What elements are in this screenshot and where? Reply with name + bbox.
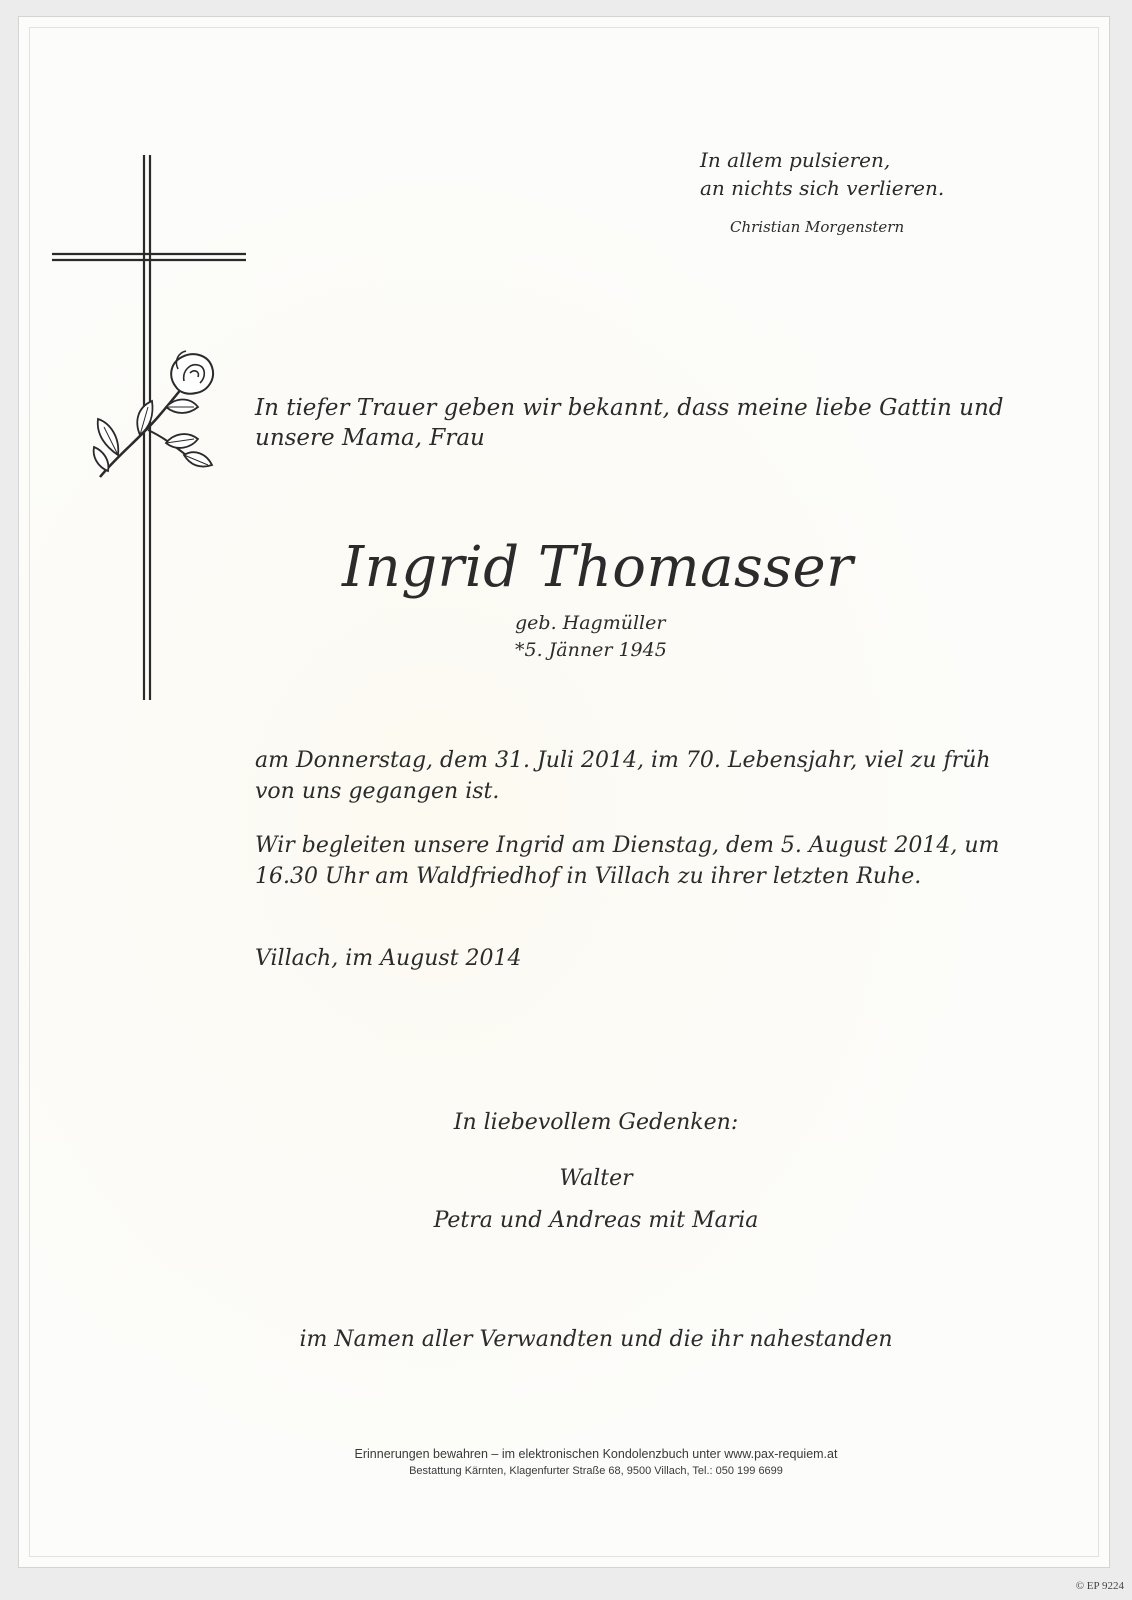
announcement-text	[255, 393, 1003, 453]
mourner-name: Walter	[559, 1166, 633, 1191]
announcement-line: In tiefer Trauer geben wir bekannt, dass meine liebe Gattin und	[255, 395, 1004, 421]
quote-line: an nichts sich verlieren.	[700, 176, 945, 200]
quote-line: In allem pulsieren,	[700, 148, 891, 172]
birth-date: *5. Jänner 1945	[515, 639, 667, 661]
death-text	[255, 745, 991, 807]
funeral-line: Wir begleiten unsere Ingrid am Dienstag, dem 5. August 2014, um	[255, 833, 1000, 858]
deceased-name: Ingrid Thomasser	[342, 535, 854, 600]
footer-funeral-home: Bestattung Kärnten, Klagenfurter Straße 68, 9500 Villach, Tel.: 050 199 6699	[409, 1465, 783, 1477]
funeral-line: 16.30 Uhr am Waldfriedhof in Villach zu ihrer letzten Ruhe.	[255, 864, 922, 889]
place-date: Villach, im August 2014	[255, 946, 522, 971]
relatives-line: im Namen aller Verwandten und die ihr nahestanden	[299, 1327, 893, 1352]
birth-name: geb. Hagmüller	[515, 612, 666, 634]
quote	[700, 146, 944, 202]
funeral-text	[255, 830, 999, 892]
death-line: am Donnerstag, dem 31. Juli 2014, im 70. Lebensjahr, viel zu früh	[255, 748, 991, 773]
copyright-code: © EP 9224	[1075, 1580, 1124, 1592]
death-line: von uns gegangen ist.	[255, 779, 500, 804]
remembrance-heading: In liebevollem Gedenken:	[453, 1110, 739, 1135]
footer-condolence-link: Erinnerungen bewahren – im elektronischen Kondolenzbuch unter www.pax-requiem.at	[354, 1447, 838, 1461]
cross-with-rose-icon	[48, 155, 258, 710]
announcement-line: unsere Mama, Frau	[255, 425, 485, 451]
mourner-name: Petra und Andreas mit Maria	[433, 1208, 759, 1233]
quote-author: Christian Morgenstern	[730, 218, 905, 236]
